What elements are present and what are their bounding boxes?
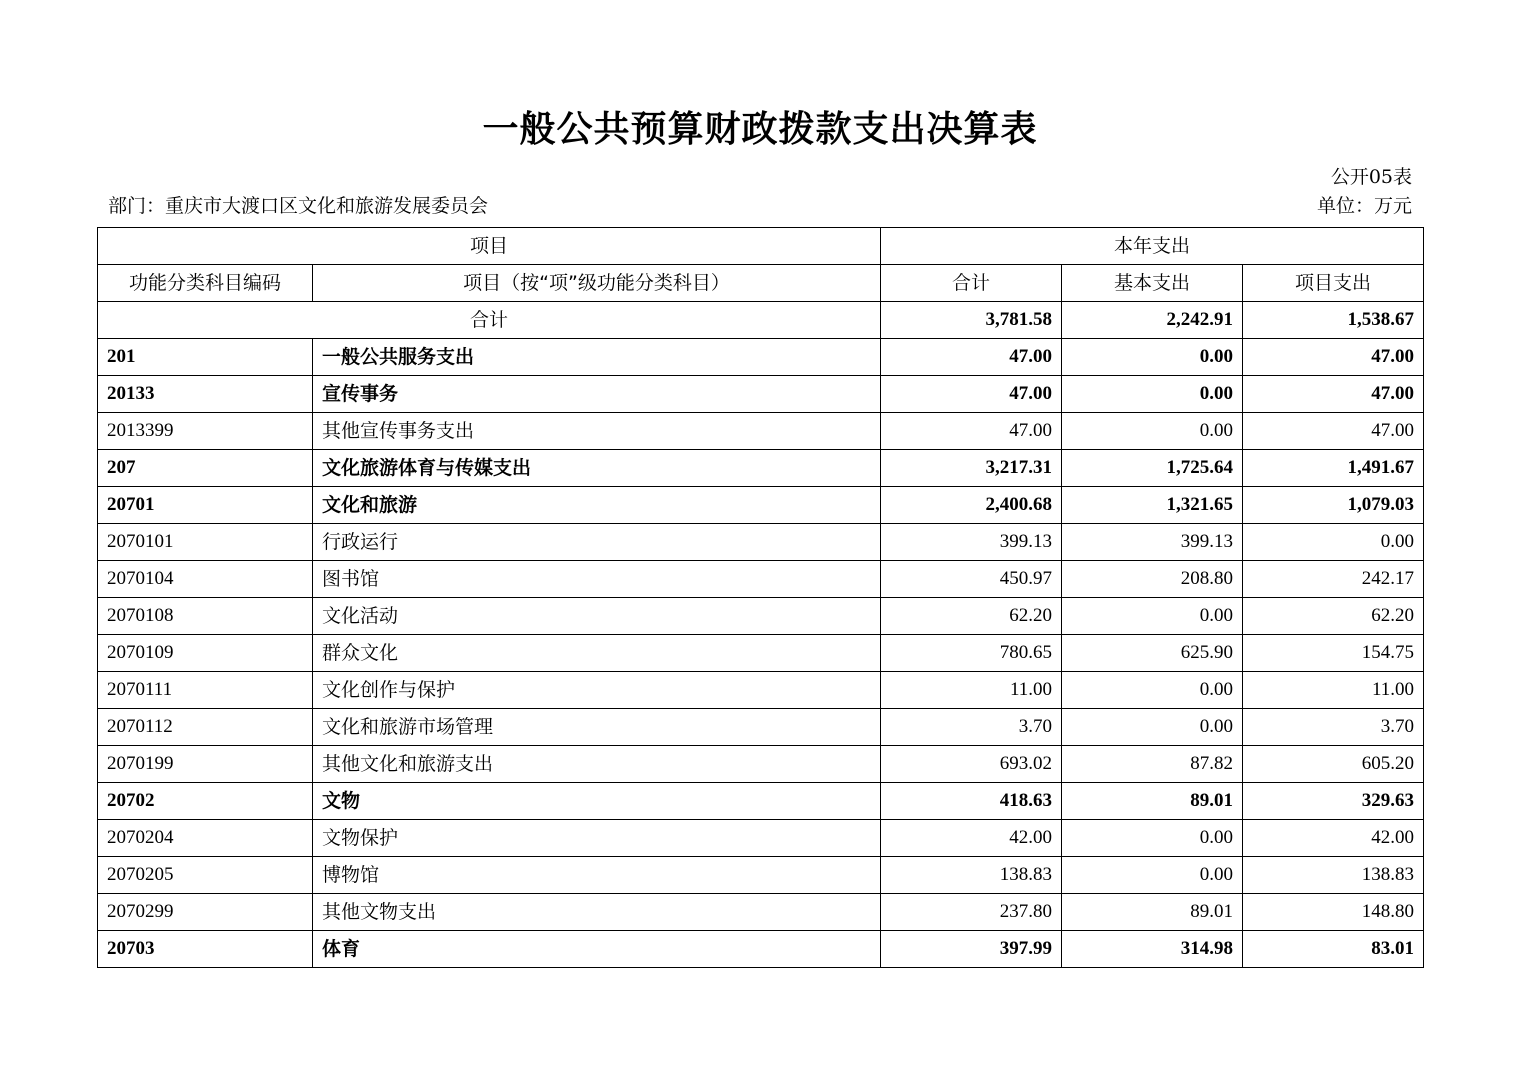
row-code: 2070101 — [98, 524, 313, 561]
row-name: 行政运行 — [313, 524, 881, 561]
row-basic: 0.00 — [1062, 376, 1243, 413]
row-code: 2070199 — [98, 746, 313, 783]
header-total: 合计 — [881, 265, 1062, 302]
table-row — [98, 413, 1424, 450]
row-total: 780.65 — [881, 635, 1062, 672]
header-row-1 — [98, 228, 1424, 265]
row-total: 2,400.68 — [881, 487, 1062, 524]
row-basic: 87.82 — [1062, 746, 1243, 783]
row-name: 文化旅游体育与传媒支出 — [313, 450, 881, 487]
row-total: 138.83 — [881, 857, 1062, 894]
total-basic: 2,242.91 — [1062, 302, 1243, 339]
table-row — [98, 672, 1424, 709]
table-row — [98, 709, 1424, 746]
header-code: 功能分类科目编码 — [98, 265, 313, 302]
row-code: 2070109 — [98, 635, 313, 672]
row-total: 237.80 — [881, 894, 1062, 931]
row-name: 文物 — [313, 783, 881, 820]
row-project: 47.00 — [1243, 376, 1424, 413]
row-name: 图书馆 — [313, 561, 881, 598]
row-basic: 0.00 — [1062, 413, 1243, 450]
row-name: 文化创作与保护 — [313, 672, 881, 709]
row-project: 148.80 — [1243, 894, 1424, 931]
row-code: 201 — [98, 339, 313, 376]
row-total: 418.63 — [881, 783, 1062, 820]
row-total: 47.00 — [881, 413, 1062, 450]
row-code: 2070108 — [98, 598, 313, 635]
row-code: 2013399 — [98, 413, 313, 450]
row-basic: 89.01 — [1062, 783, 1243, 820]
row-name: 文物保护 — [313, 820, 881, 857]
row-name: 其他宣传事务支出 — [313, 413, 881, 450]
header-item: 项目 — [98, 228, 881, 265]
row-basic: 0.00 — [1062, 339, 1243, 376]
row-code: 2070104 — [98, 561, 313, 598]
row-name: 体育 — [313, 931, 881, 968]
row-code: 2070204 — [98, 820, 313, 857]
department-label: 部门：重庆市大渡口区文化和旅游发展委员会 — [108, 195, 489, 217]
row-total: 450.97 — [881, 561, 1062, 598]
row-code: 20703 — [98, 931, 313, 968]
table-row — [98, 524, 1424, 561]
table-row — [98, 931, 1424, 968]
row-total: 399.13 — [881, 524, 1062, 561]
row-total: 3.70 — [881, 709, 1062, 746]
row-name: 文化和旅游 — [313, 487, 881, 524]
row-total: 693.02 — [881, 746, 1062, 783]
row-total: 397.99 — [881, 931, 1062, 968]
row-project: 42.00 — [1243, 820, 1424, 857]
row-name: 博物馆 — [313, 857, 881, 894]
row-code: 20701 — [98, 487, 313, 524]
table-row — [98, 598, 1424, 635]
header-basic: 基本支出 — [1062, 265, 1243, 302]
row-project: 242.17 — [1243, 561, 1424, 598]
row-total: 62.20 — [881, 598, 1062, 635]
row-project: 3.70 — [1243, 709, 1424, 746]
row-code: 2070112 — [98, 709, 313, 746]
row-project: 11.00 — [1243, 672, 1424, 709]
row-basic: 314.98 — [1062, 931, 1243, 968]
row-basic: 399.13 — [1062, 524, 1243, 561]
row-basic: 89.01 — [1062, 894, 1243, 931]
row-project: 1,491.67 — [1243, 450, 1424, 487]
header-project: 项目支出 — [1243, 265, 1424, 302]
row-code: 2070205 — [98, 857, 313, 894]
row-project: 605.20 — [1243, 746, 1424, 783]
row-project: 62.20 — [1243, 598, 1424, 635]
row-total: 3,217.31 — [881, 450, 1062, 487]
row-total: 42.00 — [881, 820, 1062, 857]
row-total: 11.00 — [881, 672, 1062, 709]
page-title: 一般公共预算财政拨款支出决算表 — [482, 109, 1038, 150]
row-project: 47.00 — [1243, 339, 1424, 376]
table-row — [98, 783, 1424, 820]
header-current-year-expenditure: 本年支出 — [881, 228, 1424, 265]
row-basic: 1,321.65 — [1062, 487, 1243, 524]
total-amount: 3,781.58 — [881, 302, 1062, 339]
row-code: 2070299 — [98, 894, 313, 931]
header-row-2 — [98, 265, 1424, 302]
row-project: 329.63 — [1243, 783, 1424, 820]
row-basic: 0.00 — [1062, 820, 1243, 857]
expenditure-table — [97, 227, 1424, 968]
table-row — [98, 635, 1424, 672]
row-project: 0.00 — [1243, 524, 1424, 561]
row-basic: 0.00 — [1062, 709, 1243, 746]
row-total: 47.00 — [881, 339, 1062, 376]
row-project: 47.00 — [1243, 413, 1424, 450]
row-basic: 625.90 — [1062, 635, 1243, 672]
total-project: 1,538.67 — [1243, 302, 1424, 339]
header-name: 项目（按“项”级功能分类科目） — [313, 265, 881, 302]
row-basic: 208.80 — [1062, 561, 1243, 598]
row-basic: 0.00 — [1062, 672, 1243, 709]
unit-label: 单位：万元 — [1316, 195, 1412, 217]
row-name: 宣传事务 — [313, 376, 881, 413]
row-code: 2070111 — [98, 672, 313, 709]
row-project: 138.83 — [1243, 857, 1424, 894]
row-name: 一般公共服务支出 — [313, 339, 881, 376]
table-row — [98, 376, 1424, 413]
table-row — [98, 339, 1424, 376]
table-number: 公开05表 — [1330, 166, 1412, 188]
total-label: 合计 — [98, 302, 881, 339]
table-row — [98, 450, 1424, 487]
table-row — [98, 746, 1424, 783]
row-basic: 0.00 — [1062, 598, 1243, 635]
row-code: 20133 — [98, 376, 313, 413]
row-name: 其他文化和旅游支出 — [313, 746, 881, 783]
row-basic: 1,725.64 — [1062, 450, 1243, 487]
row-name: 其他文物支出 — [313, 894, 881, 931]
row-code: 20702 — [98, 783, 313, 820]
row-project: 1,079.03 — [1243, 487, 1424, 524]
row-name: 文化和旅游市场管理 — [313, 709, 881, 746]
table-row — [98, 894, 1424, 931]
table-row — [98, 487, 1424, 524]
total-row — [98, 302, 1424, 339]
row-total: 47.00 — [881, 376, 1062, 413]
table-row — [98, 561, 1424, 598]
row-basic: 0.00 — [1062, 857, 1243, 894]
row-name: 群众文化 — [313, 635, 881, 672]
row-project: 83.01 — [1243, 931, 1424, 968]
table-row — [98, 820, 1424, 857]
row-name: 文化活动 — [313, 598, 881, 635]
row-project: 154.75 — [1243, 635, 1424, 672]
row-code: 207 — [98, 450, 313, 487]
table-body — [98, 228, 1424, 968]
table-row — [98, 857, 1424, 894]
